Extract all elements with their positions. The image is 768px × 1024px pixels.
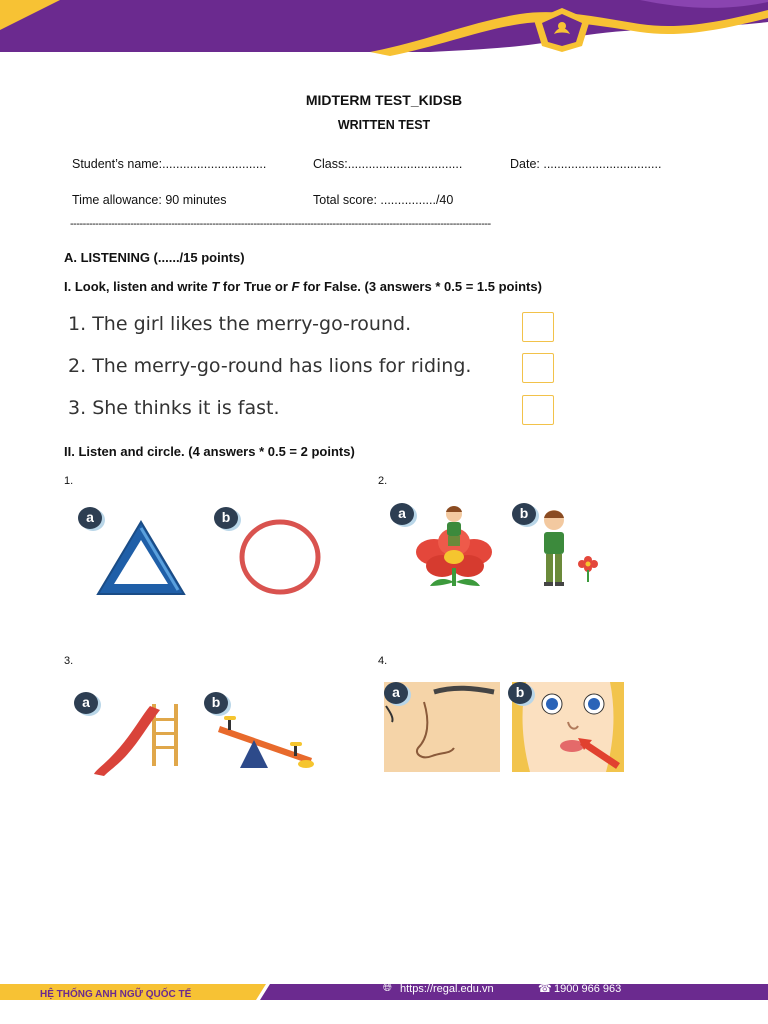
tf-item-number: 3. xyxy=(68,397,87,419)
student-name-field: Student’s name:.............................. xyxy=(72,157,267,171)
blue-triangle-image[interactable] xyxy=(94,518,188,598)
page-subtitle: WRITTEN TEST xyxy=(337,118,431,132)
tf-answer-box-2[interactable] xyxy=(522,353,554,383)
option-b-badge[interactable]: b xyxy=(512,503,536,525)
time-allowance: Time allowance: 90 minutes xyxy=(72,193,227,207)
tf-item-text: She thinks it is fast. xyxy=(92,397,280,419)
option-b-badge[interactable]: b xyxy=(204,692,228,714)
option-b-badge[interactable]: b xyxy=(214,507,238,529)
date-field: Date: .................................. xyxy=(510,157,662,171)
boy-on-big-flower-image[interactable] xyxy=(412,502,496,588)
section-a-heading: A. LISTENING (....../15 points) xyxy=(64,250,245,265)
part1-heading-text: for True or xyxy=(219,279,292,294)
header-banner xyxy=(0,0,768,60)
footer-phone: 1900 966 963 xyxy=(554,983,622,995)
tf-item-number: 1. xyxy=(68,313,87,335)
question-number: 1. xyxy=(64,475,74,487)
false-letter: F xyxy=(291,279,300,294)
boy-beside-small-flower-image[interactable] xyxy=(534,506,604,590)
total-score-field: Total score: ................/40 xyxy=(313,193,454,207)
tf-answer-box-3[interactable] xyxy=(522,395,554,425)
tf-answer-box-1[interactable] xyxy=(522,312,554,342)
divider-line: ------------------------------------------------------------------------------------------------------------------------------------- xyxy=(70,218,491,230)
option-a-badge[interactable]: a xyxy=(390,503,414,525)
tf-item-1 xyxy=(68,313,411,335)
question-number: 2. xyxy=(378,475,388,487)
phone-icon: ☎ xyxy=(538,983,552,995)
tf-item-text: The girl likes the merry-go-round. xyxy=(92,313,412,335)
part1-heading-text: I. Look, listen and write xyxy=(64,279,212,294)
class-field: Class:................................. xyxy=(313,157,463,171)
slide-image[interactable] xyxy=(90,698,186,780)
regal-crest-logo xyxy=(530,6,594,54)
red-circle-image[interactable] xyxy=(236,517,324,597)
option-a-badge[interactable]: a xyxy=(78,507,102,529)
seesaw-image[interactable] xyxy=(216,712,316,774)
tf-item-number: 2. xyxy=(68,355,87,377)
globe-icon: 🌐︎ xyxy=(383,982,392,994)
true-letter: T xyxy=(211,279,220,294)
option-a-badge[interactable]: a xyxy=(74,692,98,714)
question-number: 3. xyxy=(64,655,74,667)
footer-website-link[interactable]: https://regal.edu.vn xyxy=(400,983,494,995)
part1-heading xyxy=(64,279,542,294)
tf-item-text: The merry-go-round has lions for riding. xyxy=(92,355,472,377)
page-title: MIDTERM TEST_KIDSB xyxy=(305,92,463,108)
option-a-badge[interactable]: a xyxy=(384,682,408,704)
footer-system-name: HỆ THỐNG ANH NGỮ QUỐC TẾ xyxy=(40,989,192,1000)
part2-heading: II. Listen and circle. (4 answers * 0.5 = 2 points) xyxy=(64,444,355,459)
tf-item-3 xyxy=(68,397,279,419)
part1-heading-text: for False. (3 answers * 0.5 = 1.5 points) xyxy=(299,279,542,294)
tf-item-2 xyxy=(68,355,471,377)
option-b-badge[interactable]: b xyxy=(508,682,532,704)
question-number: 4. xyxy=(378,655,388,667)
